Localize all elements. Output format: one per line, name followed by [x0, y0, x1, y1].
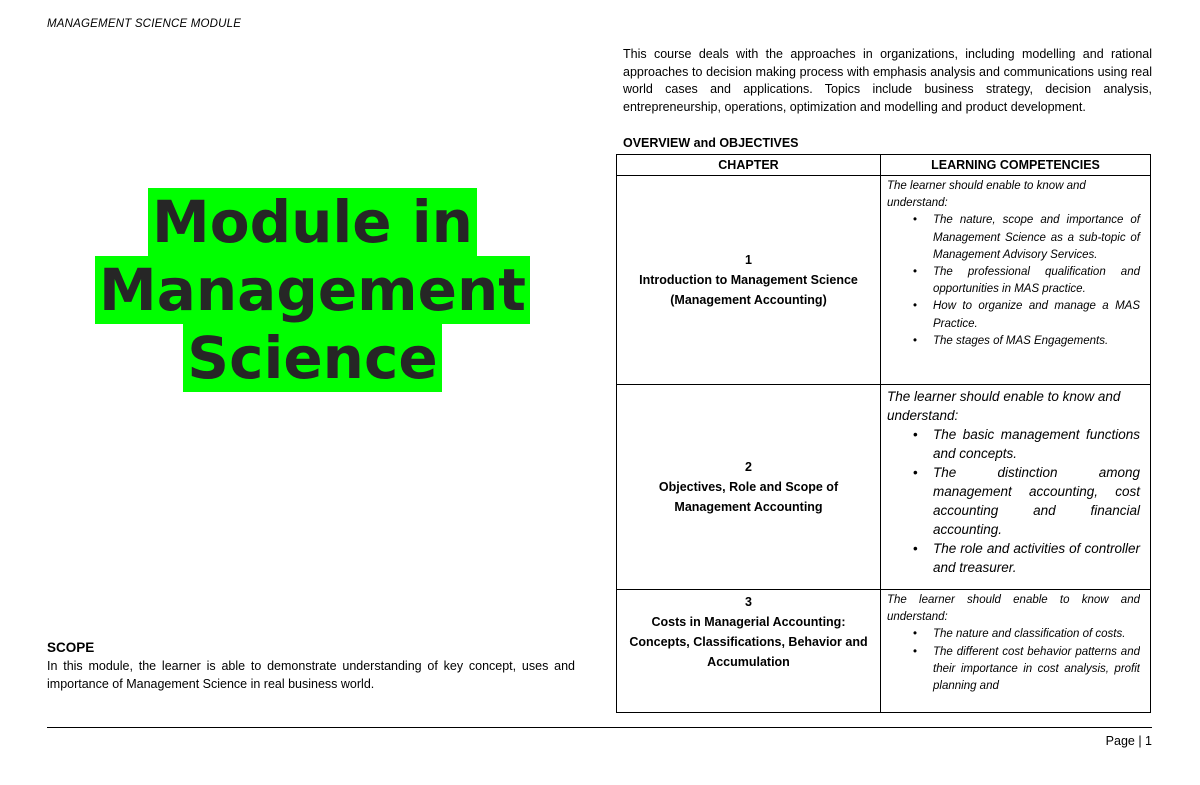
chapter-title-line: Costs in Managerial Accounting:	[651, 615, 846, 629]
chapter-title-line: (Management Accounting)	[670, 293, 827, 307]
list-item: • The different cost behavior patterns and their importance in cost analysis, profit planning and	[933, 644, 1140, 696]
title-line-1: Module in	[148, 188, 477, 256]
competencies-cell	[881, 176, 1151, 385]
chapter-number: 3	[745, 595, 752, 609]
list-item: • The stages of MAS Engagements.	[933, 333, 1140, 350]
list-item: • The professional qualification and opportunities in MAS practice.	[933, 264, 1140, 298]
competency-list	[887, 212, 1140, 350]
list-item: • The role and activities of controller and treasurer.	[933, 539, 1140, 577]
chapter-column-header: CHAPTER	[617, 155, 881, 176]
list-item: • The nature, scope and importance of Management Science as a sub-topic of Management Advisory Services.	[933, 212, 1140, 264]
chapter-cell	[617, 176, 881, 385]
course-description: This course deals with the approaches in organizations, including modelling and rational approaches to decision making process with emphasis analysis and communications using real world cases and applications. Topics include business strategy, decision analysis, entrepreneurship, operations, optimization and modelling and product development.	[623, 47, 1152, 114]
list-item: • The distinction among management accounting, cost accounting and financial accounting.	[933, 463, 1140, 539]
chapter-title-line: Concepts, Classifications, Behavior and	[629, 635, 868, 649]
scope-text: In this module, the learner is able to demonstrate understanding of key concept, uses and importance of Management Science in real business world.	[47, 659, 575, 691]
title-line-3: Science	[183, 324, 441, 392]
page-number: Page | 1	[1105, 734, 1152, 748]
chapter-number: 2	[745, 460, 752, 474]
scope-heading: SCOPE	[47, 640, 95, 655]
competency-list	[887, 425, 1140, 577]
footer-divider	[47, 727, 1152, 728]
module-title	[60, 188, 565, 392]
chapter-cell	[617, 385, 881, 590]
objectives-table	[616, 154, 1151, 713]
table-row	[617, 385, 1151, 590]
competency-lead: The learner should enable to know and understand:	[887, 594, 1140, 624]
competencies-cell	[881, 385, 1151, 590]
table-row	[617, 590, 1151, 713]
list-item: • The nature and classification of costs.	[933, 626, 1140, 643]
competency-lead: The learner should enable to know and understand:	[887, 389, 1121, 423]
chapter-cell	[617, 590, 881, 713]
table-header-row	[617, 155, 1151, 176]
competency-clip	[887, 592, 1140, 709]
list-item: • How to organize and manage a MAS Practice.	[933, 298, 1140, 332]
list-item: • The basic management functions and concepts.	[933, 425, 1140, 463]
chapter-number: 1	[745, 253, 752, 267]
chapter-title-line: Introduction to Management Science	[639, 273, 858, 287]
chapter-title-line: Objectives, Role and Scope of	[658, 480, 839, 494]
title-line-2: Management	[95, 256, 530, 324]
competencies-cell	[881, 590, 1151, 713]
scope-section	[47, 640, 575, 693]
chapter-title-line: Management Accounting	[674, 500, 823, 514]
competency-lead: The learner should enable to know and understand:	[887, 180, 1086, 210]
overview-heading: OVERVIEW and OBJECTIVES	[623, 136, 799, 150]
competency-list	[887, 626, 1140, 695]
competencies-column-header: LEARNING COMPETENCIES	[881, 155, 1151, 176]
chapter-title-line: Accumulation	[707, 655, 790, 669]
running-header: MANAGEMENT SCIENCE MODULE	[47, 18, 242, 30]
table-row	[617, 176, 1151, 385]
